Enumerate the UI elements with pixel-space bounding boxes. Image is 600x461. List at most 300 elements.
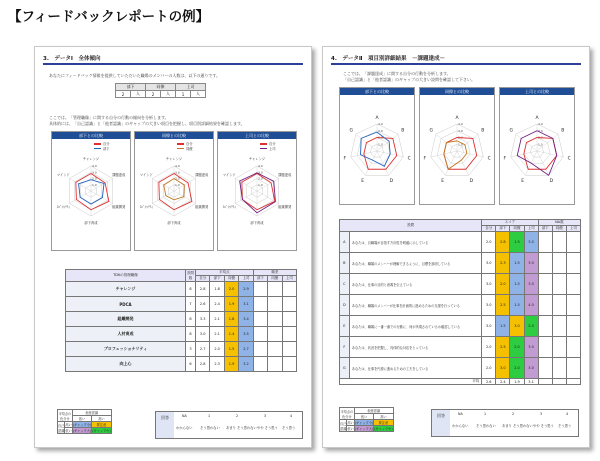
score-cell: 1.9 — [224, 297, 238, 312]
score-cell: 3.0 — [496, 358, 510, 379]
question-key: E — [340, 316, 350, 337]
radar-axis-label: チャレンジ — [165, 157, 183, 162]
radar-chart-peer — [420, 95, 494, 204]
score-cell: 2.6 — [196, 297, 210, 312]
radar-axis-label: 課題達成 — [278, 173, 292, 178]
gap-cell — [253, 357, 267, 372]
score-cell: 2.3 — [210, 357, 224, 372]
na-cell — [552, 358, 566, 379]
color-key-table — [339, 407, 394, 432]
scale-na: NA — [458, 412, 463, 416]
na-cell — [552, 295, 566, 316]
radar-axis-label: A — [375, 116, 379, 122]
radar-tick: 1.0 — [538, 142, 543, 147]
key-cell: (ギャップ小) — [354, 421, 374, 425]
question-key: F — [340, 337, 350, 358]
key-high: 高い — [374, 414, 393, 420]
scale-word: あまり そう思わない — [226, 426, 257, 430]
score-cell: 3.0 — [524, 337, 538, 358]
scale-label: 回答 — [156, 412, 174, 438]
radar-axis-label: D — [389, 178, 394, 184]
radar-axis-label: G — [349, 128, 353, 134]
radar-axis-label: B — [401, 128, 405, 134]
explain-text-2: 具体的には、「自己認識」と「他者認識」のギャップの大きい項目を把握し、項目別詳細結果を確認します。 — [49, 121, 245, 126]
score-cell: 2.0 — [210, 342, 224, 357]
radar-axis-label: E — [361, 178, 365, 184]
key-title — [340, 408, 355, 420]
members-header: 部下 — [116, 84, 146, 91]
col-subheader: 部下 — [210, 276, 224, 282]
members-value: 2 — [116, 91, 131, 98]
question-text: あなたは、自職場が目指す方向性を明確に示している — [349, 232, 481, 253]
question-row — [340, 295, 581, 316]
scale-num: 4 — [290, 414, 293, 418]
table-row — [66, 357, 297, 372]
item-count: 7 — [186, 297, 196, 312]
score-cell: 1.5 — [510, 295, 524, 316]
na-cell — [566, 358, 580, 379]
average-cell: 2.4 — [496, 379, 510, 385]
radar-axis-label: F — [423, 156, 427, 162]
radar-title: 上司との比較 — [500, 88, 574, 95]
radar-tick: 4.0 — [538, 122, 543, 126]
key-self-1: 自己 — [340, 421, 347, 426]
gap-cell — [268, 327, 282, 342]
score-cell: 3.2 — [239, 357, 253, 372]
radar-box-peer — [419, 87, 495, 205]
key-self-1: 自己 — [58, 423, 65, 428]
radar-axis-label: E — [521, 178, 525, 184]
gap-cell — [282, 327, 296, 342]
score-cell: 3.0 — [524, 358, 538, 379]
col-subheader: 部下 — [253, 276, 267, 282]
radar-box-sub — [339, 87, 415, 205]
explain-text-2: 「自己認識」と「他者認識」のギャップの大きい設問を確認して下さい。 — [343, 77, 475, 82]
score-cell: 3.0 — [482, 295, 496, 316]
score-cell: 3.0 — [196, 327, 210, 342]
score-cell: 3.0 — [482, 274, 496, 295]
radar-legend — [94, 142, 110, 151]
radar-box-sub — [51, 131, 131, 251]
col-subheader: 部下 — [538, 226, 552, 232]
scale-num: 3 — [264, 414, 267, 418]
table-row — [66, 327, 297, 342]
key-self-low: 低い — [347, 427, 354, 431]
col-subheader: 同僚 — [224, 276, 238, 282]
score-cell: 2.7 — [239, 342, 253, 357]
scale-label: 回答 — [432, 410, 450, 436]
col-subheader: 同僚 — [268, 276, 282, 282]
radar-axis-label: E — [441, 178, 445, 184]
score-cell: 2.0 — [510, 358, 524, 379]
report-page-right — [322, 46, 590, 448]
question-text: あなたは、職場に一番一番での行動に、何が実現されているか確認している — [349, 316, 481, 337]
radar-title: 上司との比較 — [218, 132, 296, 139]
col-header-avg: 平均点 — [196, 270, 254, 276]
item-name: 組織開発 — [66, 312, 186, 327]
na-cell — [552, 379, 566, 385]
scale-num: 2 — [512, 412, 515, 416]
radar-tick: 3.0 — [378, 128, 383, 133]
score-cell: 1.5 — [510, 274, 524, 295]
average-label: 平均 — [340, 379, 482, 385]
gap-cell — [253, 282, 267, 297]
score-cell: 2.0 — [482, 337, 496, 358]
question-key: G — [340, 358, 350, 379]
scale-word: わからない — [176, 426, 193, 430]
key-self-2: 認識 — [340, 426, 347, 431]
report-page-left — [34, 46, 312, 448]
na-cell — [566, 232, 580, 253]
na-cell — [552, 253, 566, 274]
score-cell: 1.5 — [224, 342, 238, 357]
col-header-count: 設問数 — [187, 270, 194, 280]
col-header-question: 設問 — [340, 220, 482, 232]
na-cell — [566, 295, 580, 316]
na-cell — [538, 316, 552, 337]
gap-cell — [282, 312, 296, 327]
scale-num: 1 — [484, 412, 487, 416]
score-cell: 3.0 — [482, 253, 496, 274]
na-cell — [538, 253, 552, 274]
score-cell: 2.8 — [196, 357, 210, 372]
key-others: 他者認識 — [72, 410, 111, 416]
na-cell — [552, 337, 566, 358]
key-self-high: 高い — [347, 421, 354, 425]
radar-axis-label: D — [549, 178, 554, 184]
question-key: B — [340, 253, 350, 274]
na-cell — [538, 232, 552, 253]
radar-axis-label: チャレンジ — [82, 157, 100, 162]
key-cell: (ギャップ大) — [72, 429, 92, 433]
legend-other: 同僚 — [186, 146, 193, 151]
table-row — [66, 342, 297, 357]
radar-axis-label: 課題達成 — [195, 173, 209, 178]
radar-axis-label: マインド — [56, 173, 70, 178]
score-cell: 3.0 — [524, 274, 538, 295]
radar-tick: 1.0 — [258, 182, 263, 187]
score-table — [65, 269, 297, 372]
radar-axis-label: 組織開発 — [112, 205, 126, 210]
radar-axis-label: 部下育成 — [84, 221, 98, 226]
radar-legend — [177, 142, 193, 151]
average-cell: 3.1 — [524, 379, 538, 385]
radar-chart-sub — [52, 139, 130, 250]
key-title-2: 色分け — [342, 414, 352, 419]
question-text: あなたは、仕事の目的と意義を伝えている — [349, 274, 481, 295]
radar-chart-boss — [500, 95, 574, 204]
score-cell: 2.0 — [482, 358, 496, 379]
gap-cell — [253, 327, 267, 342]
scale-na: NA — [182, 414, 187, 418]
score-cell: 1.8 — [224, 312, 238, 327]
question-text: あなたは、状況を把握し、具体的な対応をとっている — [349, 337, 481, 358]
radar-tick: 2.0 — [258, 176, 263, 181]
radar-axis-label: 部下育成 — [167, 221, 181, 226]
score-cell: 4.0 — [524, 295, 538, 316]
gap-cell — [253, 312, 267, 327]
gap-cell — [268, 342, 282, 357]
score-cell: 3.5 — [239, 327, 253, 342]
radar-tick: 2.0 — [175, 176, 180, 181]
key-cell: (ギャップ小) — [374, 427, 393, 431]
radar-tick: 4.0 — [258, 164, 263, 168]
score-cell: 1.5 — [510, 253, 524, 274]
radar-title: 同僚との比較 — [135, 132, 213, 139]
radar-axis-label: C — [407, 156, 411, 162]
radar-axis-label: チャレンジ — [248, 157, 266, 162]
question-key: D — [340, 295, 350, 316]
score-cell: 3.1 — [239, 297, 253, 312]
col-subheader: 自分 — [482, 226, 496, 232]
gap-cell — [282, 282, 296, 297]
radar-axis-label: ｽﾍﾟｼｬﾘﾃｨ — [56, 205, 70, 210]
key-others: 他者認識 — [354, 408, 393, 414]
members-unit: 人 — [191, 91, 206, 98]
gap-cell — [268, 312, 282, 327]
members-unit: 人 — [161, 91, 176, 98]
key-title-1: 平均点の — [58, 411, 72, 416]
scale-word: そう思わない — [200, 426, 220, 430]
na-cell — [552, 274, 566, 295]
page-title: 【フィードバックレポートの例】 — [8, 9, 210, 25]
section-header: 3. データⅠ 全体傾向 — [43, 55, 303, 65]
na-cell — [538, 274, 552, 295]
gap-cell — [282, 342, 296, 357]
gap-cell — [268, 282, 282, 297]
question-row — [340, 232, 581, 253]
scale-word: あまり そう思わない — [502, 424, 533, 428]
score-cell: 3.4 — [239, 312, 253, 327]
key-cell: 要注意 — [374, 420, 393, 426]
score-cell: 3.0 — [524, 232, 538, 253]
na-cell — [566, 337, 580, 358]
key-cell: 要注意 — [92, 422, 111, 428]
members-value: 1 — [176, 91, 191, 98]
item-count: 8 — [186, 282, 196, 297]
item-count: 3 — [186, 342, 196, 357]
scale-num: 4 — [566, 412, 569, 416]
members-header: 同僚 — [146, 84, 176, 91]
color-key-table — [57, 409, 112, 434]
radar-axis-label: F — [343, 156, 347, 162]
scale-word: そう思わない — [476, 424, 496, 428]
radar-tick: 4.0 — [92, 164, 97, 168]
score-cell: 2.8 — [196, 282, 210, 297]
radar-tick: 1.0 — [175, 182, 180, 187]
gap-cell — [253, 342, 267, 357]
table-row — [66, 312, 297, 327]
score-cell: 2.0 — [482, 232, 496, 253]
radar-legend — [260, 142, 276, 151]
item-name: PDCA — [66, 297, 186, 312]
radar-axis-label: D — [469, 178, 474, 184]
key-low: 低い — [354, 414, 373, 420]
gap-cell — [268, 297, 282, 312]
explain-text-1: ここでは、「管理職像」に関する自分の行動の傾向を分析します。 — [49, 115, 169, 120]
na-cell — [538, 295, 552, 316]
scale-word: そう思う — [558, 424, 572, 428]
col-subheader: 自分 — [196, 276, 210, 282]
radar-tick: 3.0 — [458, 128, 463, 133]
radar-axis-label: F — [503, 156, 507, 162]
average-cell: 1.9 — [510, 379, 524, 385]
radar-axis-label: A — [535, 116, 539, 122]
radar-chart-boss — [218, 139, 296, 250]
col-header-item: TDKの管理職像 — [66, 270, 186, 282]
question-row — [340, 337, 581, 358]
legend-other: 上司 — [269, 146, 276, 151]
radar-box-boss — [217, 131, 297, 251]
score-cell: 3.3 — [196, 312, 210, 327]
member-count-table — [115, 83, 206, 98]
score-cell: 2.0 — [510, 337, 524, 358]
radar-axis-label: B — [561, 128, 565, 134]
question-row — [340, 316, 581, 337]
item-name: チャレンジ — [66, 282, 186, 297]
score-cell: 2.8 — [496, 232, 510, 253]
radar-box-peer — [134, 131, 214, 251]
score-cell: 3.0 — [524, 253, 538, 274]
item-name: プロフェッショナリティ — [66, 342, 186, 357]
score-cell: 1.8 — [210, 282, 224, 297]
answer-scale — [431, 409, 579, 437]
radar-title: 部下との比較 — [340, 88, 414, 95]
legend-self: 自分 — [186, 142, 193, 146]
average-cell: 2.6 — [482, 379, 496, 385]
gap-cell — [268, 357, 282, 372]
gap-cell — [282, 297, 296, 312]
key-self — [58, 422, 65, 434]
score-cell: 2.4 — [210, 297, 224, 312]
col-subheader: 上司 — [524, 226, 538, 232]
item-count: 6 — [186, 357, 196, 372]
members-unit: 人 — [131, 91, 146, 98]
col-header-na: NA数 — [538, 220, 580, 226]
radar-axis-label: ｽﾍﾟｼｬﾘﾃｨ — [222, 205, 236, 210]
radar-title: 同僚との比較 — [420, 88, 494, 95]
key-self — [340, 420, 347, 432]
radar-tick: 2.0 — [92, 176, 97, 181]
question-text: あなたは、職場のメンバーが理解できるように、目標を説明している — [349, 253, 481, 274]
score-cell: 3.0 — [510, 316, 524, 337]
radar-axis-label: マインド — [222, 173, 236, 178]
key-self-2: 認識 — [58, 428, 65, 433]
gap-cell — [253, 297, 267, 312]
radar-axis-label: ｽﾍﾟｼｬﾘﾃｨ — [139, 205, 153, 210]
score-cell: 2.7 — [196, 342, 210, 357]
radar-tick: 4.0 — [458, 122, 463, 126]
radar-axis-label: B — [481, 128, 485, 134]
scale-num: 1 — [208, 414, 211, 418]
key-self-low: 低い — [65, 429, 72, 433]
score-cell: 2.0 — [224, 282, 238, 297]
na-cell — [538, 379, 552, 385]
radar-axis-label: A — [455, 116, 459, 122]
key-low: 低い — [72, 416, 91, 422]
radar-tick: 1.0 — [92, 182, 97, 187]
radar-axis-label: 部下育成 — [250, 221, 264, 226]
scale-word: わからない — [452, 424, 469, 428]
na-cell — [566, 316, 580, 337]
key-high: 高い — [92, 416, 111, 422]
score-cell: 2.0 — [524, 316, 538, 337]
radar-tick: 3.0 — [538, 128, 543, 133]
na-cell — [552, 316, 566, 337]
question-text: あなたは、仕事を円滑に進めるための工夫をしている — [349, 358, 481, 379]
col-subheader: 上司 — [566, 226, 580, 232]
legend-self: 自分 — [269, 142, 276, 146]
section-header: 4. データⅡ 項目別詳細結果 －課題達成－ — [331, 55, 581, 65]
radar-tick: 2.0 — [538, 135, 543, 140]
key-cell: (ギャップ小) — [92, 429, 111, 433]
average-row — [340, 379, 581, 385]
radar-tick: 3.0 — [258, 170, 263, 175]
question-table — [339, 219, 581, 385]
legend-other: 部下 — [103, 146, 110, 151]
radar-axis-label: 組織開発 — [278, 205, 292, 210]
radar-tick: 3.0 — [92, 170, 97, 175]
item-name: 人材育成 — [66, 327, 186, 342]
legend-self: 自分 — [103, 142, 110, 146]
explain-text-1: ここでは、「課題達成」に関する自分の行動を分析します。 — [343, 71, 451, 76]
radar-tick: 1.0 — [458, 142, 463, 147]
score-cell: 2.5 — [496, 337, 510, 358]
item-name: 向上心 — [66, 357, 186, 372]
score-cell: 2.0 — [496, 274, 510, 295]
question-key: C — [340, 274, 350, 295]
scale-word: やや そう思う — [533, 424, 554, 428]
members-header: 上司 — [176, 84, 206, 91]
col-subheader: 上司 — [239, 276, 253, 282]
radar-title: 部下との比較 — [52, 132, 130, 139]
score-cell: 2.1 — [210, 312, 224, 327]
radar-axis-label: マインド — [139, 173, 153, 178]
radar-axis-label: G — [429, 128, 433, 134]
col-subheader: 部下 — [496, 226, 510, 232]
key-title-2: 色分け — [60, 416, 70, 421]
na-cell — [538, 337, 552, 358]
key-cell: (ギャップ小) — [72, 423, 92, 427]
radar-axis-label: G — [509, 128, 513, 134]
col-subheader: 同僚 — [552, 226, 566, 232]
question-row — [340, 274, 581, 295]
score-cell: 2.9 — [239, 282, 253, 297]
na-cell — [552, 232, 566, 253]
key-self-high: 高い — [65, 423, 72, 427]
table-row — [66, 282, 297, 297]
key-cell: (ギャップ大) — [354, 427, 374, 431]
item-count: 8 — [186, 312, 196, 327]
score-cell: 3.0 — [482, 316, 496, 337]
score-cell: 1.5 — [496, 316, 510, 337]
radar-tick: 4.0 — [175, 164, 180, 168]
key-title-1: 平均点の — [340, 409, 354, 414]
score-cell: 2.5 — [496, 295, 510, 316]
radar-axis-label: C — [567, 156, 571, 162]
members-value: 2 — [146, 91, 161, 98]
gap-cell — [282, 357, 296, 372]
radar-tick: 2.0 — [458, 135, 463, 140]
radar-chart-sub — [340, 95, 414, 204]
radar-tick: 3.0 — [175, 170, 180, 175]
question-row — [340, 253, 581, 274]
question-text: あなたは、職場のメンバーが仕事を計画的に進めるための支援を行っている — [349, 295, 481, 316]
intro-text: あなたにフィードバック情報を提供していただいた職場のメンバーの人数は、以下の通りです。 — [49, 73, 220, 78]
score-cell: 1.9 — [224, 357, 238, 372]
radar-chart-peer — [135, 139, 213, 250]
question-row — [340, 358, 581, 379]
